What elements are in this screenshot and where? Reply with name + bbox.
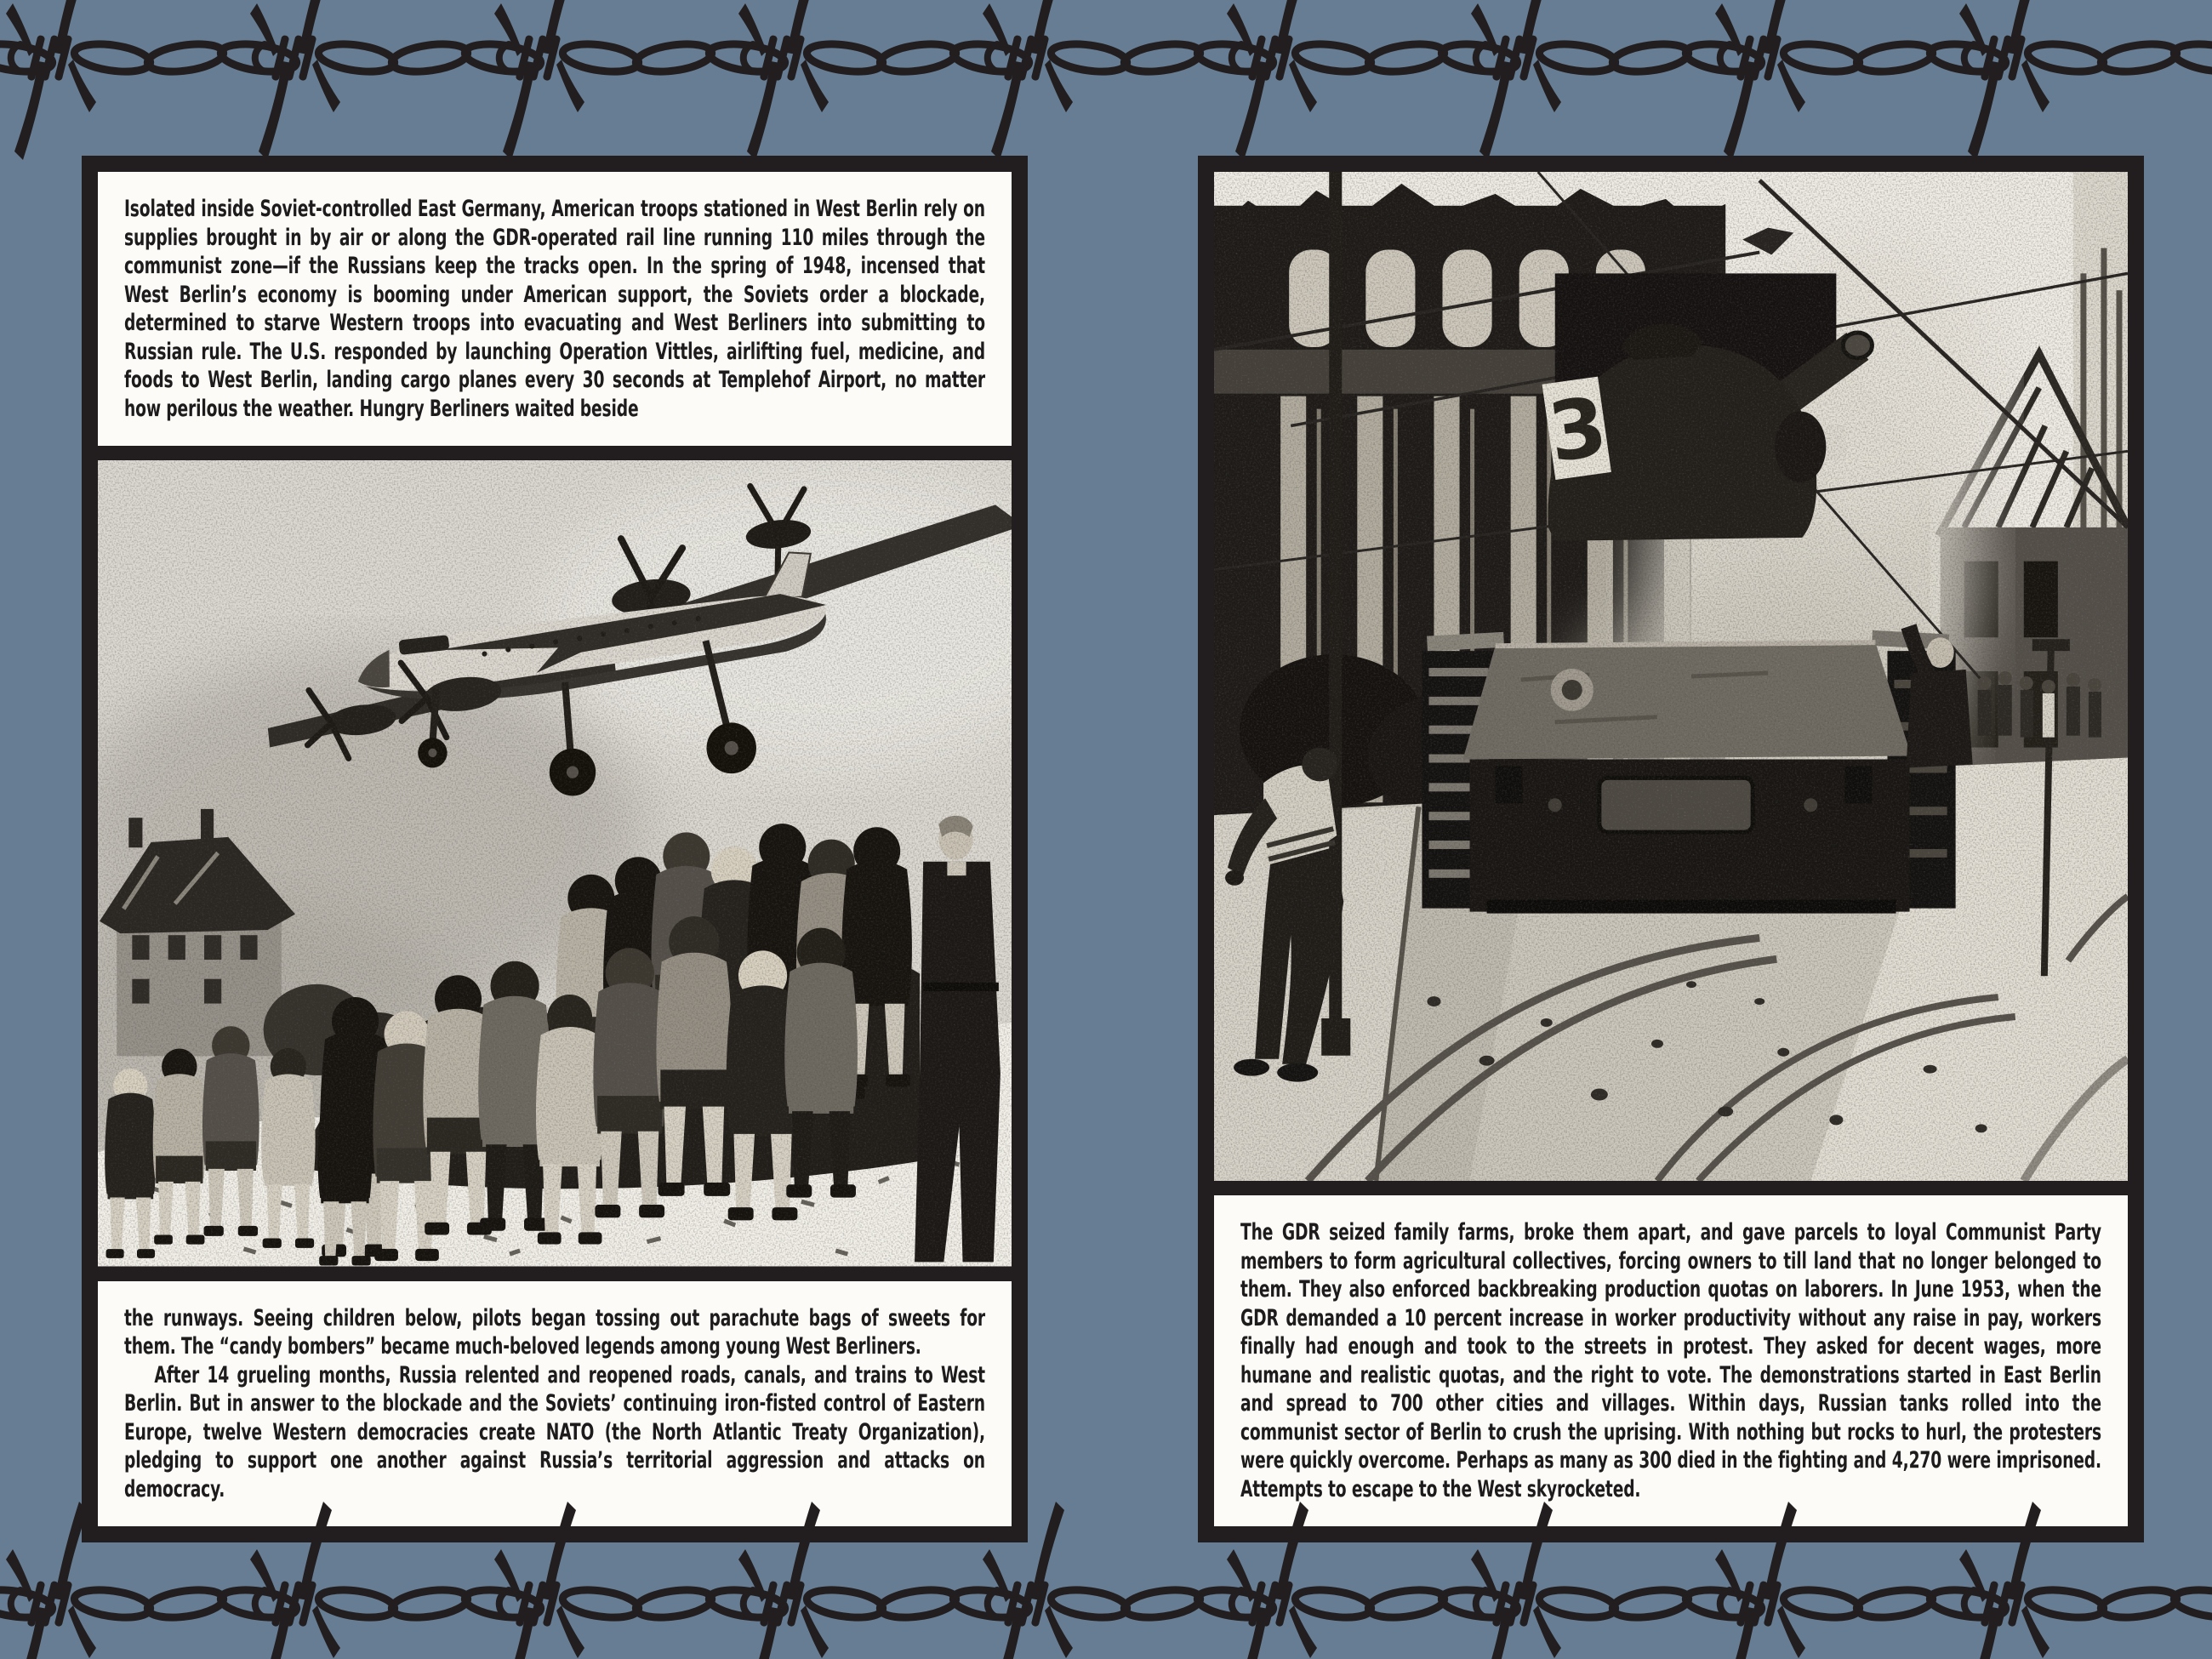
left-outro-paragraph-2: After 14 grueling months, Russia relented and reopened roads, canals, and trains to West Berlin. But in answer to the blockade and the Soviets’ continuing iron-fisted control of Eastern Europe, twelve Western democracies create NATO (the North Atlantic Treaty Organization), pledging to support one another against Russia’s territorial aggression and attacks on democracy. xyxy=(124,1361,985,1502)
right-page xyxy=(1198,156,2144,1542)
left-intro-paragraph: Isolated inside Soviet-controlled East Germany, American troops stationed in West Berlin rely on supplies brought in by air or along the GDR-operated rail line running 110 miles through the communist zone—if the Russians keep the tracks open. In the spring of 1948, incensed that West Berlin’s economy is booming under American support, the Soviets order a blockade, determined to starve Western troops into evacuating and West Berliners into submitting to Russian rule. The U.S. responded by launching Operation Vittles, airlifting fuel, medicine, and foods to West Berlin, landing cargo planes every 30 seconds at Templehof Airport, no matter how perilous the weather. Hungry Berliners waited beside xyxy=(124,196,985,422)
left-outro-paragraph-1: the runways. Seeing children below, pilots began tossing out parachute bags of sweets for them. The “candy bombers” became much-beloved legends among young West Berliners. xyxy=(124,1304,985,1360)
tank-photo xyxy=(1214,172,2128,1181)
left-intro-textbox xyxy=(98,172,1012,446)
airlift-photo-illustration xyxy=(98,460,1012,1267)
barbed-wire-top-icon xyxy=(0,0,2212,162)
tank-photo-illustration xyxy=(1214,172,2128,1181)
left-outro-textbox xyxy=(98,1281,1012,1527)
right-caption-paragraph: The GDR seized family farms, broke them apart, and gave parcels to loyal Communist Party members to form agricultural collectives, forcing owners to till land that no longer belonged to them. They also enforced backbreaking production quotas on laborers. In June 1953, when the GDR demanded a 10 percent increase in worker productivity without any raise in pay, workers finally had enough and took to the streets in protest. They asked for decent wages, more humane and realistic quotas, and the right to vote. The demonstrations started in East Berlin and spread to 700 other cities and villages. Within days, Russian tanks rolled into the communist sector of Berlin to crush the uprising. With nothing but rocks to hurl, the protesters were quickly overcome. Perhaps as many as 300 died in the fighting and 4,270 were imprisoned. Attempts to escape to the West skyrocketed. xyxy=(1240,1219,2101,1502)
left-page xyxy=(82,156,1028,1542)
right-caption-textbox xyxy=(1214,1195,2128,1526)
airlift-photo xyxy=(98,460,1012,1267)
